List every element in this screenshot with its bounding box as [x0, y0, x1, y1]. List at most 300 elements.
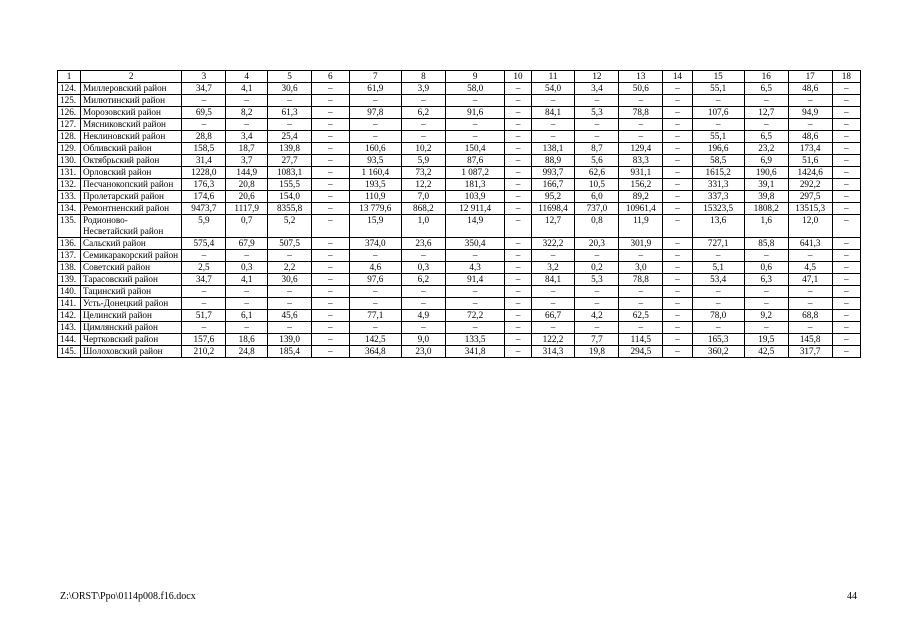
value-cell: 5,1: [692, 262, 744, 274]
value-cell: 1,6: [744, 215, 788, 238]
value-cell: 84,1: [531, 274, 575, 286]
value-cell: –: [505, 298, 531, 310]
value-cell: –: [349, 131, 401, 143]
table-row: [58, 191, 861, 203]
value-cell: 210,2: [182, 346, 226, 358]
value-cell: 294,5: [619, 346, 663, 358]
value-cell: –: [832, 250, 860, 262]
value-cell: –: [531, 322, 575, 334]
table-row: [58, 346, 861, 358]
value-cell: 139,8: [268, 143, 312, 155]
value-cell: –: [531, 119, 575, 131]
value-cell: –: [505, 83, 531, 95]
value-cell: –: [832, 203, 860, 215]
column-number-header: 7: [349, 71, 401, 83]
value-cell: 110,9: [349, 191, 401, 203]
value-cell: 20,3: [575, 238, 619, 250]
table-row: [58, 215, 861, 238]
column-number-header: 5: [268, 71, 312, 83]
value-cell: 19,8: [575, 346, 619, 358]
value-cell: –: [575, 119, 619, 131]
value-cell: 3,7: [226, 155, 268, 167]
district-name-cell: Советский район: [81, 262, 182, 274]
value-cell: –: [226, 298, 268, 310]
column-number-header: 13: [619, 71, 663, 83]
column-number-header: 8: [401, 71, 445, 83]
value-cell: –: [349, 322, 401, 334]
district-name-cell: Чертковский район: [81, 334, 182, 346]
value-cell: –: [268, 298, 312, 310]
value-cell: –: [663, 250, 692, 262]
table-row: [58, 334, 861, 346]
value-cell: –: [505, 215, 531, 238]
value-cell: –: [531, 250, 575, 262]
value-cell: –: [832, 238, 860, 250]
value-cell: –: [832, 322, 860, 334]
value-cell: 11,9: [619, 215, 663, 238]
value-cell: 144,9: [226, 167, 268, 179]
value-cell: –: [832, 107, 860, 119]
value-cell: 150,4: [445, 143, 505, 155]
value-cell: 87,6: [445, 155, 505, 167]
row-number-cell: 126.: [58, 107, 81, 119]
value-cell: 350,4: [445, 238, 505, 250]
value-cell: 68,8: [788, 310, 832, 322]
row-number-cell: 142.: [58, 310, 81, 322]
value-cell: 145,8: [788, 334, 832, 346]
value-cell: –: [312, 119, 350, 131]
value-cell: –: [268, 286, 312, 298]
value-cell: 1,0: [401, 215, 445, 238]
page-number: 44: [847, 591, 857, 602]
value-cell: 72,2: [445, 310, 505, 322]
value-cell: –: [663, 179, 692, 191]
value-cell: 4,6: [349, 262, 401, 274]
value-cell: 6,2: [401, 274, 445, 286]
value-cell: 176,3: [182, 179, 226, 191]
value-cell: 331,3: [692, 179, 744, 191]
value-cell: –: [312, 131, 350, 143]
row-number-cell: 143.: [58, 322, 81, 334]
value-cell: 73,2: [401, 167, 445, 179]
value-cell: 4,1: [226, 83, 268, 95]
district-name-cell: Мясниковский район: [81, 119, 182, 131]
value-cell: –: [663, 167, 692, 179]
value-cell: –: [832, 215, 860, 238]
value-cell: –: [349, 95, 401, 107]
value-cell: 42,5: [744, 346, 788, 358]
value-cell: –: [268, 119, 312, 131]
value-cell: 6,5: [744, 83, 788, 95]
value-cell: –: [575, 95, 619, 107]
row-number-cell: 140.: [58, 286, 81, 298]
value-cell: –: [832, 191, 860, 203]
value-cell: –: [663, 83, 692, 95]
value-cell: –: [505, 155, 531, 167]
district-name-cell: Пролетарский район: [81, 191, 182, 203]
value-cell: 1083,1: [268, 167, 312, 179]
value-cell: 6,5: [744, 131, 788, 143]
value-cell: 97,6: [349, 274, 401, 286]
value-cell: –: [832, 310, 860, 322]
value-cell: –: [312, 95, 350, 107]
value-cell: –: [788, 322, 832, 334]
value-cell: 7,7: [575, 334, 619, 346]
value-cell: 5,6: [575, 155, 619, 167]
value-cell: 0,8: [575, 215, 619, 238]
value-cell: 48,6: [788, 83, 832, 95]
value-cell: –: [832, 143, 860, 155]
value-cell: –: [268, 95, 312, 107]
value-cell: 20,8: [226, 179, 268, 191]
value-cell: –: [663, 155, 692, 167]
value-cell: 58,5: [692, 155, 744, 167]
value-cell: 122,2: [531, 334, 575, 346]
table-row: [58, 83, 861, 95]
value-cell: 0,2: [575, 262, 619, 274]
row-number-cell: 139.: [58, 274, 81, 286]
value-cell: –: [619, 286, 663, 298]
value-cell: –: [692, 250, 744, 262]
value-cell: 3,0: [619, 262, 663, 274]
value-cell: 1615,2: [692, 167, 744, 179]
value-cell: 31,4: [182, 155, 226, 167]
column-number-header: 12: [575, 71, 619, 83]
row-number-cell: 141.: [58, 298, 81, 310]
value-cell: –: [312, 143, 350, 155]
value-cell: –: [663, 322, 692, 334]
value-cell: 47,1: [788, 274, 832, 286]
value-cell: 78,8: [619, 107, 663, 119]
value-cell: –: [312, 203, 350, 215]
value-cell: 12,7: [531, 215, 575, 238]
value-cell: 95,2: [531, 191, 575, 203]
value-cell: –: [505, 286, 531, 298]
value-cell: –: [312, 298, 350, 310]
value-cell: –: [505, 191, 531, 203]
row-number-cell: 128.: [58, 131, 81, 143]
value-cell: –: [312, 286, 350, 298]
value-cell: 66,7: [531, 310, 575, 322]
value-cell: –: [312, 346, 350, 358]
value-cell: 185,4: [268, 346, 312, 358]
district-name-cell: Морозовский район: [81, 107, 182, 119]
value-cell: 20,6: [226, 191, 268, 203]
value-cell: –: [832, 346, 860, 358]
value-cell: –: [531, 95, 575, 107]
value-cell: –: [445, 119, 505, 131]
value-cell: –: [832, 274, 860, 286]
value-cell: –: [663, 238, 692, 250]
value-cell: 5,9: [182, 215, 226, 238]
value-cell: –: [832, 119, 860, 131]
value-cell: 931,1: [619, 167, 663, 179]
value-cell: 78,8: [619, 274, 663, 286]
value-cell: 94,9: [788, 107, 832, 119]
table-row: [58, 238, 861, 250]
value-cell: –: [268, 322, 312, 334]
row-number-cell: 133.: [58, 191, 81, 203]
value-cell: 1808,2: [744, 203, 788, 215]
data-table: [57, 70, 861, 358]
column-number-header: 9: [445, 71, 505, 83]
value-cell: 53,4: [692, 274, 744, 286]
value-cell: 103,9: [445, 191, 505, 203]
value-cell: –: [744, 286, 788, 298]
value-cell: –: [268, 250, 312, 262]
value-cell: –: [692, 298, 744, 310]
value-cell: –: [832, 167, 860, 179]
table-row: [58, 298, 861, 310]
value-cell: –: [744, 119, 788, 131]
value-cell: 1 087,2: [445, 167, 505, 179]
value-cell: –: [692, 286, 744, 298]
row-number-cell: 144.: [58, 334, 81, 346]
value-cell: 0,7: [226, 215, 268, 238]
value-cell: 341,8: [445, 346, 505, 358]
value-cell: –: [505, 131, 531, 143]
value-cell: –: [788, 95, 832, 107]
value-cell: 196,6: [692, 143, 744, 155]
value-cell: –: [832, 83, 860, 95]
column-number-header: 4: [226, 71, 268, 83]
value-cell: 91,6: [445, 107, 505, 119]
value-cell: 3,9: [401, 83, 445, 95]
value-cell: –: [575, 286, 619, 298]
value-cell: –: [663, 95, 692, 107]
value-cell: 18,7: [226, 143, 268, 155]
column-number-header: 18: [832, 71, 860, 83]
column-number-header: 11: [531, 71, 575, 83]
value-cell: –: [226, 95, 268, 107]
value-cell: 51,6: [788, 155, 832, 167]
value-cell: 13,6: [692, 215, 744, 238]
column-number-header: 16: [744, 71, 788, 83]
value-cell: –: [312, 191, 350, 203]
table-row: [58, 119, 861, 131]
footer-file-path: Z:\ORST\Ppo\0114p008.f16.docx: [60, 591, 196, 602]
value-cell: –: [692, 119, 744, 131]
district-name-cell: Милютинский район: [81, 95, 182, 107]
value-cell: 129,4: [619, 143, 663, 155]
value-cell: 12,7: [744, 107, 788, 119]
value-cell: 160,6: [349, 143, 401, 155]
value-cell: 142,5: [349, 334, 401, 346]
value-cell: 51,7: [182, 310, 226, 322]
value-cell: 107,6: [692, 107, 744, 119]
value-cell: 93,5: [349, 155, 401, 167]
value-cell: 23,6: [401, 238, 445, 250]
value-cell: 6,1: [226, 310, 268, 322]
value-cell: –: [531, 298, 575, 310]
table-header-row: [58, 71, 861, 83]
value-cell: 39,1: [744, 179, 788, 191]
value-cell: 25,4: [268, 131, 312, 143]
value-cell: 3,4: [226, 131, 268, 143]
value-cell: 97,8: [349, 107, 401, 119]
column-number-header: 10: [505, 71, 531, 83]
value-cell: 4,5: [788, 262, 832, 274]
value-cell: –: [312, 155, 350, 167]
value-cell: –: [182, 322, 226, 334]
value-cell: 48,6: [788, 131, 832, 143]
value-cell: –: [226, 250, 268, 262]
value-cell: 54,0: [531, 83, 575, 95]
value-cell: 166,7: [531, 179, 575, 191]
value-cell: 6,2: [401, 107, 445, 119]
table-row: [58, 167, 861, 179]
value-cell: 139,0: [268, 334, 312, 346]
value-cell: 23,2: [744, 143, 788, 155]
value-cell: 34,7: [182, 274, 226, 286]
value-cell: 5,3: [575, 274, 619, 286]
value-cell: –: [619, 131, 663, 143]
value-cell: 727,1: [692, 238, 744, 250]
value-cell: 868,2: [401, 203, 445, 215]
value-cell: –: [445, 250, 505, 262]
value-cell: 2,5: [182, 262, 226, 274]
value-cell: –: [312, 179, 350, 191]
value-cell: 12,2: [401, 179, 445, 191]
value-cell: –: [182, 298, 226, 310]
value-cell: –: [445, 298, 505, 310]
value-cell: –: [445, 286, 505, 298]
row-number-cell: 130.: [58, 155, 81, 167]
value-cell: 11698,4: [531, 203, 575, 215]
value-cell: –: [663, 286, 692, 298]
value-cell: 2,2: [268, 262, 312, 274]
value-cell: –: [312, 322, 350, 334]
value-cell: 10,2: [401, 143, 445, 155]
value-cell: –: [445, 322, 505, 334]
value-cell: 1117,9: [226, 203, 268, 215]
value-cell: 62,5: [619, 310, 663, 322]
value-cell: –: [312, 215, 350, 238]
value-cell: 84,1: [531, 107, 575, 119]
value-cell: 34,7: [182, 83, 226, 95]
value-cell: –: [663, 215, 692, 238]
value-cell: 3,4: [575, 83, 619, 95]
value-cell: 55,1: [692, 131, 744, 143]
value-cell: 45,6: [268, 310, 312, 322]
value-cell: 158,5: [182, 143, 226, 155]
value-cell: 91,4: [445, 274, 505, 286]
row-number-cell: 124.: [58, 83, 81, 95]
column-number-header: 17: [788, 71, 832, 83]
value-cell: –: [663, 298, 692, 310]
value-cell: –: [663, 274, 692, 286]
table-row: [58, 179, 861, 191]
value-cell: –: [575, 322, 619, 334]
column-number-header: 2: [81, 71, 182, 83]
value-cell: 575,4: [182, 238, 226, 250]
table-row: [58, 286, 861, 298]
value-cell: 30,6: [268, 274, 312, 286]
value-cell: 0,3: [226, 262, 268, 274]
value-cell: 39,8: [744, 191, 788, 203]
column-number-header: 14: [663, 71, 692, 83]
value-cell: 30,6: [268, 83, 312, 95]
value-cell: 50,6: [619, 83, 663, 95]
district-name-cell: Целинский район: [81, 310, 182, 322]
value-cell: 0,6: [744, 262, 788, 274]
value-cell: –: [692, 322, 744, 334]
row-number-cell: 132.: [58, 179, 81, 191]
value-cell: –: [445, 131, 505, 143]
column-number-header: 1: [58, 71, 81, 83]
table-row: [58, 322, 861, 334]
value-cell: 507,5: [268, 238, 312, 250]
value-cell: –: [226, 119, 268, 131]
value-cell: 8355,8: [268, 203, 312, 215]
value-cell: –: [505, 274, 531, 286]
value-cell: 4,3: [445, 262, 505, 274]
district-name-cell: Песчанокопский район: [81, 179, 182, 191]
value-cell: 993,7: [531, 167, 575, 179]
district-name-cell: Шолоховский район: [81, 346, 182, 358]
value-cell: 193,5: [349, 179, 401, 191]
value-cell: 7,0: [401, 191, 445, 203]
table-row: [58, 274, 861, 286]
table-row: [58, 107, 861, 119]
value-cell: –: [505, 250, 531, 262]
district-name-cell: Тарасовский район: [81, 274, 182, 286]
value-cell: 58,0: [445, 83, 505, 95]
value-cell: –: [619, 298, 663, 310]
value-cell: –: [832, 286, 860, 298]
value-cell: –: [531, 131, 575, 143]
value-cell: –: [832, 334, 860, 346]
value-cell: 9,0: [401, 334, 445, 346]
value-cell: 9,2: [744, 310, 788, 322]
value-cell: –: [445, 95, 505, 107]
value-cell: –: [619, 322, 663, 334]
value-cell: –: [832, 131, 860, 143]
value-cell: 6,3: [744, 274, 788, 286]
value-cell: –: [788, 250, 832, 262]
value-cell: –: [312, 107, 350, 119]
value-cell: –: [182, 95, 226, 107]
value-cell: 5,3: [575, 107, 619, 119]
value-cell: 23,0: [401, 346, 445, 358]
value-cell: 77,1: [349, 310, 401, 322]
value-cell: –: [663, 119, 692, 131]
value-cell: 3,2: [531, 262, 575, 274]
column-number-header: 3: [182, 71, 226, 83]
value-cell: 154,0: [268, 191, 312, 203]
value-cell: 360,2: [692, 346, 744, 358]
value-cell: 6,0: [575, 191, 619, 203]
value-cell: –: [663, 310, 692, 322]
value-cell: –: [401, 250, 445, 262]
value-cell: –: [505, 238, 531, 250]
value-cell: –: [505, 322, 531, 334]
district-name-cell: Семикаракорский район: [81, 250, 182, 262]
value-cell: 174,6: [182, 191, 226, 203]
value-cell: –: [505, 334, 531, 346]
table-row: [58, 131, 861, 143]
row-number-cell: 127.: [58, 119, 81, 131]
table-row: [58, 143, 861, 155]
value-cell: 641,3: [788, 238, 832, 250]
row-number-cell: 145.: [58, 346, 81, 358]
value-cell: –: [575, 298, 619, 310]
table-row: [58, 203, 861, 215]
value-cell: 114,5: [619, 334, 663, 346]
value-cell: –: [401, 286, 445, 298]
value-cell: –: [788, 286, 832, 298]
value-cell: 364,8: [349, 346, 401, 358]
